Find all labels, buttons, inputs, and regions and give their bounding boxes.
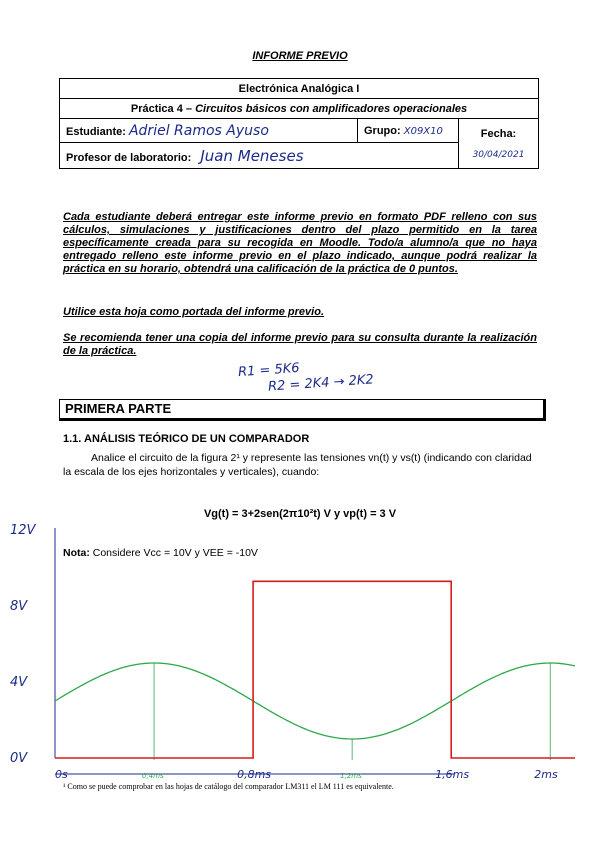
date-label: Fecha: xyxy=(480,127,517,140)
voltage-chart xyxy=(0,520,600,782)
handwritten-r2: R2 = 2K4 → 2K2 xyxy=(267,372,375,395)
info-table xyxy=(59,78,539,169)
x-tick-label: 0s xyxy=(55,768,68,781)
student-value: Adriel Ramos Ayuso xyxy=(128,122,269,139)
subject-name: Electrónica Analógica I xyxy=(238,82,360,95)
chart-tick-labels xyxy=(10,523,558,781)
section-heading: PRIMERA PARTE xyxy=(59,399,546,421)
chart-axes xyxy=(55,528,455,774)
x-tick-label: 0,8ms xyxy=(237,768,272,781)
practice-cell xyxy=(60,99,539,119)
formula: Vg(t) = 3+2sen(2π10²t) V y vp(t) = 3 V xyxy=(203,508,397,520)
note xyxy=(63,547,258,559)
subject-cell xyxy=(60,79,539,99)
note-label: Nota: xyxy=(63,547,90,559)
report-title: INFORME PREVIO xyxy=(252,50,348,62)
group-label: Grupo: xyxy=(364,124,401,137)
handwritten-r1: R1 = 5K6 xyxy=(237,360,300,381)
professor-value: Juan Meneses xyxy=(200,146,304,165)
chart-series xyxy=(55,581,575,760)
instructions-paragraph: Analice el circuito de la figura 2¹ y represente las tensiones vn(t) y vs(t) (indicando con claridad la escala de los ejes horizontales y verticales), cuando: xyxy=(63,452,532,478)
student-cell xyxy=(60,119,358,143)
x-tick-label: 2ms xyxy=(534,768,558,781)
notice-copy: Se recomienda tener una copia del informe previo para su consulta durante la realización de la práctica. xyxy=(63,332,537,357)
y-tick-label: 8V xyxy=(10,599,28,614)
professor-label: Profesor de laboratorio: xyxy=(66,151,192,164)
practice-prefix: Práctica 4 – xyxy=(130,102,196,115)
series-vs-line xyxy=(55,581,575,758)
group-value: X09X10 xyxy=(403,125,443,137)
professor-cell xyxy=(60,143,459,169)
y-tick-label: 12V xyxy=(10,523,36,538)
notice-submission: Cada estudiante deberá entregar este informe previo en formato PDF relleno con sus cálculos, simulaciones y justificaciones dentro del plazo permitido en la tarea específicamente creada para su recogida en Moodle. Todo/a alumno/a que no haya entregado relleno este informe previo en el plazo indicado, aunque podrá realizar la práctica en su horario, obtendrá una calificación de la práctica de 0 puntos. xyxy=(63,211,537,275)
x-minor-tick-label: 0,4ms xyxy=(142,772,164,780)
y-tick-label: 4V xyxy=(10,675,28,690)
student-label: Estudiante: xyxy=(66,125,126,138)
note-text: Considere Vcc = 10V y VEE = -10V xyxy=(89,547,258,559)
footnote: ¹ Como se puede comprobar en las hojas de catálogo del comparador LM311 el LM 111 es equivalente. xyxy=(63,782,394,791)
group-cell xyxy=(358,119,459,143)
x-tick-label: 1,6ms xyxy=(435,768,470,781)
date-value: 30/04/2021 xyxy=(472,149,525,160)
series-vn-line xyxy=(55,663,575,739)
date-cell xyxy=(459,119,539,169)
y-tick-label: 0V xyxy=(10,751,28,766)
practice-title: Circuitos básicos con amplificadores operacionales xyxy=(195,102,468,115)
notice-cover: Utilice esta hoja como portada del informe previo. xyxy=(63,306,325,318)
subsection-heading: 1.1. ANÁLISIS TEÓRICO DE UN COMPARADOR xyxy=(63,433,310,445)
x-minor-tick-label: 1,2ms xyxy=(340,772,362,780)
